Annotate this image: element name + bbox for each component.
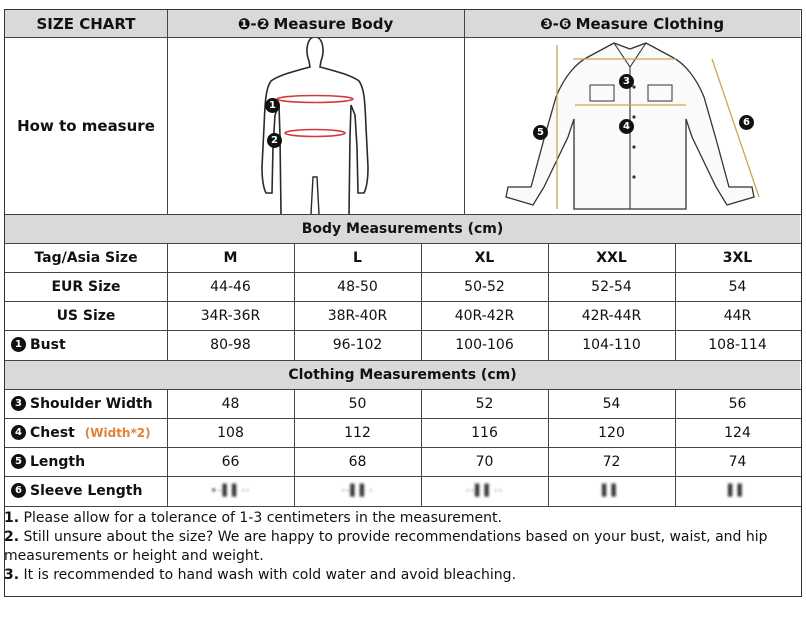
divider (5, 418, 801, 419)
cell-value: 42R-44R (581, 307, 642, 324)
size-chart-title (5, 10, 167, 37)
table-cell (167, 447, 294, 476)
table-cell (421, 476, 548, 505)
row-label (5, 447, 167, 476)
divider (421, 389, 422, 506)
table-cell (167, 243, 294, 272)
cell-value: 96-102 (332, 336, 383, 353)
cell-value: 48 (221, 395, 240, 412)
row-label (5, 243, 167, 272)
row-label (5, 389, 167, 418)
divider (167, 10, 168, 214)
table-cell (675, 243, 800, 272)
sleeve-marker-label: 6 (743, 117, 750, 128)
table-cell (294, 476, 421, 505)
measure-clothing-text: Measure Clothing (575, 14, 725, 33)
cell-value: 54 (728, 278, 747, 295)
cell-value: XXL (596, 249, 627, 266)
table-cell (167, 301, 294, 330)
cell-value: L (353, 249, 362, 266)
row-label-text: US Size (56, 307, 116, 324)
table-cell (675, 272, 800, 301)
measure-clothing-nums: ❸-❻ (539, 14, 572, 33)
clothing-measurements-title-text: Clothing Measurements (cm) (288, 366, 517, 383)
divider (675, 389, 676, 506)
cell-value: 116 (471, 424, 498, 441)
row-label (5, 330, 167, 359)
note-item (4, 566, 794, 585)
divider (5, 506, 801, 507)
table-cell (294, 330, 421, 359)
shoulder-marker-label: 3 (623, 76, 630, 87)
divider (294, 243, 295, 360)
row-label-text: Length (30, 453, 86, 470)
note-text: Please allow for a tolerance of 1-3 centimeters in the measurement. (23, 510, 502, 526)
table-cell (548, 301, 675, 330)
divider (5, 37, 801, 38)
table-cell (421, 330, 548, 359)
row-number-badge: 5 (11, 454, 26, 469)
divider (5, 243, 801, 244)
divider (5, 447, 801, 448)
cell-value: 44R (723, 307, 752, 324)
size-chart-title-text: SIZE CHART (36, 14, 136, 33)
cell-value: 104-110 (582, 336, 641, 353)
divider (5, 476, 801, 477)
table-cell (675, 447, 800, 476)
body-measurements-title (5, 214, 800, 243)
row-label-text: Bust (30, 336, 66, 353)
row-label (5, 272, 167, 301)
divider (675, 243, 676, 360)
notes-section (4, 509, 794, 585)
row-label-note: (Width*2) (84, 425, 151, 440)
note-item (4, 509, 794, 528)
table-cell (421, 272, 548, 301)
divider (5, 360, 801, 361)
length-marker-label: 5 (537, 127, 544, 138)
chest-marker-label: 4 (623, 121, 630, 132)
divider (548, 243, 549, 360)
row-number-badge: 3 (11, 396, 26, 411)
cell-value: ▌▌ (602, 484, 621, 497)
table-cell (294, 301, 421, 330)
table-cell (167, 272, 294, 301)
clothing-measurements-title (5, 360, 800, 389)
note-number: 2. (4, 529, 20, 545)
cell-value: 80-98 (210, 336, 251, 353)
cell-value: 70 (475, 453, 494, 470)
body-figure-illustration (167, 37, 464, 214)
table-cell (675, 301, 800, 330)
table-cell (294, 272, 421, 301)
cell-value: •·▌▌·· (210, 484, 251, 497)
cell-value: 54 (602, 395, 621, 412)
table-cell (675, 389, 800, 418)
cell-value: 56 (728, 395, 747, 412)
cell-value: 100-106 (455, 336, 514, 353)
table-cell (294, 243, 421, 272)
cell-value: ▌▌ (728, 484, 747, 497)
how-to-measure-label (5, 37, 167, 214)
table-cell (167, 330, 294, 359)
table-cell (167, 418, 294, 447)
bust-marker (265, 98, 280, 113)
table-cell (421, 301, 548, 330)
row-label (5, 301, 167, 330)
body-diagram (167, 37, 464, 214)
divider (5, 214, 801, 215)
shoulder-marker (619, 74, 634, 89)
table-cell (548, 476, 675, 505)
table-cell (548, 447, 675, 476)
cell-value: 44-46 (210, 278, 251, 295)
cell-value: 124 (724, 424, 751, 441)
cell-value: 52 (475, 395, 494, 412)
sleeve-marker (739, 115, 754, 130)
table-cell (421, 243, 548, 272)
cell-value: 50 (348, 395, 367, 412)
cell-value: M (223, 249, 238, 266)
cell-value: 50-52 (464, 278, 505, 295)
waist-marker-label: 2 (271, 135, 278, 146)
divider (5, 272, 801, 273)
shirt-diagram (464, 37, 800, 214)
cell-value: 72 (602, 453, 621, 470)
body-measurements-title-text: Body Measurements (cm) (301, 220, 504, 237)
measure-clothing-header (464, 10, 800, 37)
cell-value: 52-54 (591, 278, 632, 295)
chest-marker (619, 119, 634, 134)
table-cell (421, 447, 548, 476)
row-label (5, 476, 167, 505)
how-to-measure-text: How to measure (17, 116, 155, 135)
divider (5, 330, 801, 331)
cell-value: 108 (217, 424, 244, 441)
divider (294, 389, 295, 506)
table-cell (294, 447, 421, 476)
cell-value: 34R-36R (200, 307, 261, 324)
note-number: 1. (4, 510, 20, 526)
table-cell (548, 389, 675, 418)
measure-body-text: Measure Body (273, 14, 394, 33)
divider (548, 389, 549, 506)
row-label-text: Chest (30, 424, 75, 441)
cell-value: 74 (728, 453, 747, 470)
length-marker (533, 125, 548, 140)
cell-value: 120 (598, 424, 625, 441)
table-cell (675, 330, 800, 359)
note-number: 3. (4, 567, 20, 583)
waist-marker (267, 133, 282, 148)
measure-body-nums: ❶-❷ (237, 14, 270, 33)
table-cell (421, 389, 548, 418)
table-cell (548, 272, 675, 301)
row-label (5, 418, 167, 447)
note-text: Still unsure about the size? We are happy to provide recommendations based on your bust, waist, and hip measurements or height and weight. (4, 529, 768, 564)
cell-value: 66 (221, 453, 240, 470)
divider (5, 389, 801, 390)
divider (5, 301, 801, 302)
divider (167, 243, 168, 360)
cell-value: 3XL (722, 249, 753, 266)
table-cell (294, 418, 421, 447)
row-label-text: Shoulder Width (30, 395, 153, 412)
cell-value: XL (474, 249, 495, 266)
note-text: It is recommended to hand wash with cold water and avoid bleaching. (23, 567, 517, 583)
table-cell (675, 418, 800, 447)
row-label-text: Sleeve Length (30, 482, 143, 499)
divider (167, 389, 168, 506)
divider (421, 243, 422, 360)
measure-body-header (167, 10, 464, 37)
table-cell (548, 418, 675, 447)
divider (464, 10, 465, 214)
cell-value: 40R-42R (454, 307, 515, 324)
cell-value: 108-114 (708, 336, 767, 353)
cell-value: 112 (344, 424, 371, 441)
bust-marker-label: 1 (269, 100, 276, 111)
cell-value: 48-50 (337, 278, 378, 295)
table-cell (294, 389, 421, 418)
row-label-text: Tag/Asia Size (34, 249, 138, 266)
table-cell (167, 476, 294, 505)
table-cell (675, 476, 800, 505)
cell-value: ··▌▌·· (466, 484, 503, 497)
table-cell (167, 389, 294, 418)
cell-value: ··▌▌· (341, 484, 374, 497)
row-number-badge: 1 (11, 337, 26, 352)
row-label-text: EUR Size (51, 278, 121, 295)
table-cell (548, 330, 675, 359)
row-number-badge: 6 (11, 483, 26, 498)
table-cell (421, 418, 548, 447)
table-cell (548, 243, 675, 272)
cell-value: 38R-40R (327, 307, 388, 324)
note-item (4, 528, 794, 566)
cell-value: 68 (348, 453, 367, 470)
row-number-badge: 4 (11, 425, 26, 440)
